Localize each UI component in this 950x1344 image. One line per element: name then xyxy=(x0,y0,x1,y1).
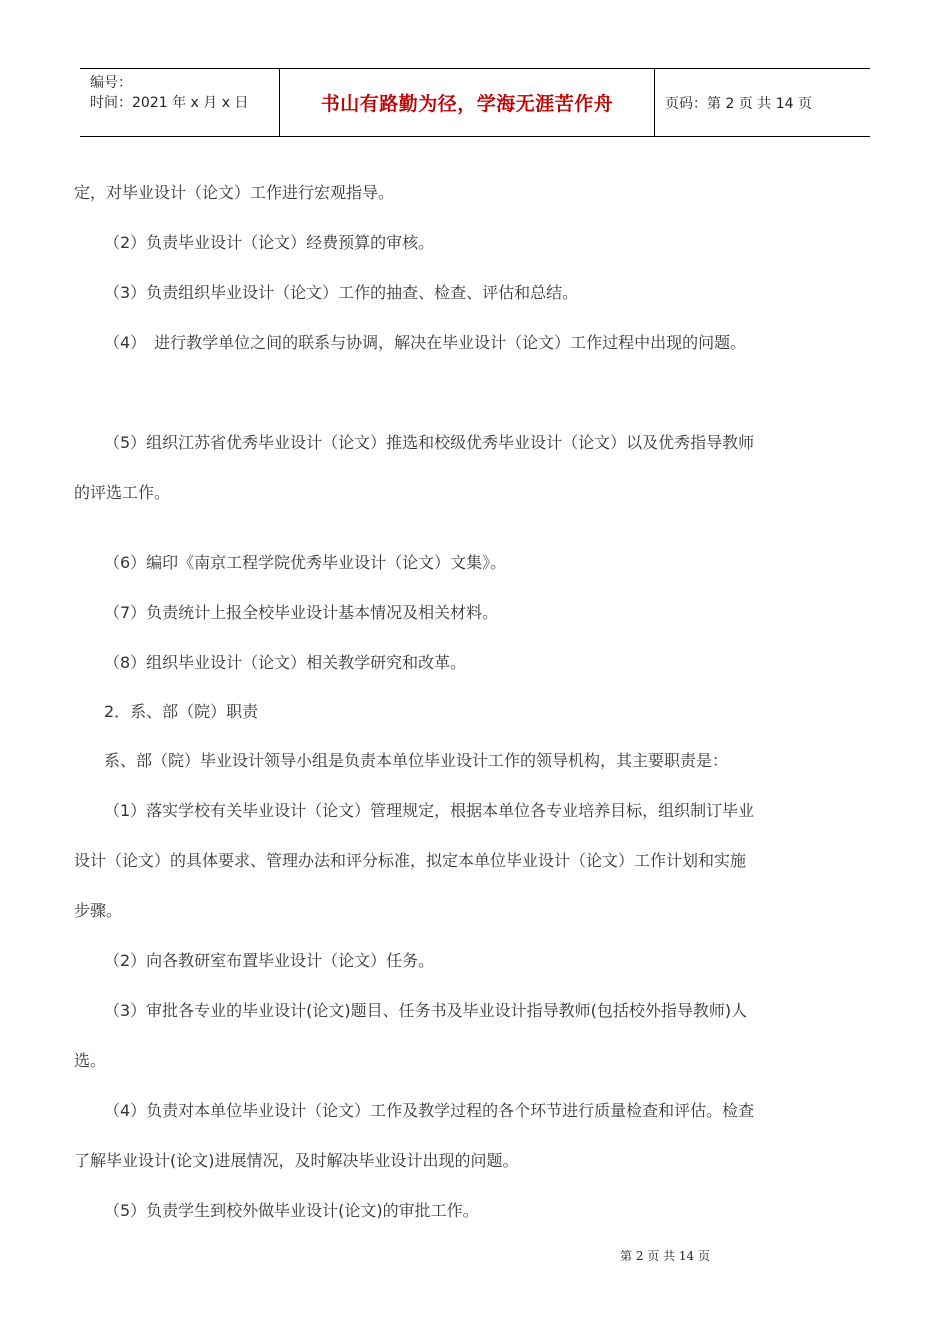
paragraph: （8）组织毕业设计（论文）相关教学研究和改革。 xyxy=(104,653,467,672)
paragraph: 选。 xyxy=(74,1051,107,1070)
paragraph: （3）审批各专业的毕业设计(论文)题目、任务书及毕业设计指导教师(包括校外指导教师)人 xyxy=(104,1001,748,1020)
date-label: 时间：2021 年 x 月 x 日 xyxy=(90,95,249,111)
header-meta xyxy=(80,69,280,136)
section-heading: 2．系、部（院）职责 xyxy=(104,702,259,721)
paragraph: （1）落实学校有关毕业设计（论文）管理规定，根据本单位各专业培养目标，组织制订毕业 xyxy=(104,801,755,820)
paragraph: （6）编印《南京工程学院优秀毕业设计（论文）文集》。 xyxy=(104,553,507,572)
paragraph: 了解毕业设计(论文)进展情况，及时解决毕业设计出现的问题。 xyxy=(74,1151,519,1170)
page-footer xyxy=(0,1247,950,1264)
paragraph: （5）负责学生到校外做毕业设计(论文)的审批工作。 xyxy=(104,1201,479,1220)
document-body xyxy=(74,168,879,1236)
footer-page-number: 第 2 页 共 14 页 xyxy=(620,1249,710,1263)
number-label: 编号： xyxy=(90,75,132,91)
paragraph: 系、部（院）毕业设计领导小组是负责本单位毕业设计工作的领导机构，其主要职责是： xyxy=(104,751,729,770)
header-page-info: 页码：第 2 页 共 14 页 xyxy=(665,95,812,112)
page-header xyxy=(80,68,870,137)
blank-line xyxy=(74,368,879,418)
paragraph: 的评选工作。 xyxy=(74,483,171,502)
paragraph: 定，对毕业设计（论文）工作进行宏观指导。 xyxy=(74,183,395,202)
blank-line xyxy=(74,518,879,538)
paragraph: （2）负责毕业设计（论文）经费预算的审核。 xyxy=(104,233,435,252)
paragraph: （7）负责统计上报全校毕业设计基本情况及相关材料。 xyxy=(104,603,499,622)
header-motto: 书山有路勤为径，学海无涯苦作舟 xyxy=(280,69,655,136)
paragraph: （4）负责对本单位毕业设计（论文）工作及教学过程的各个环节进行质量检查和评估。检查 xyxy=(104,1101,755,1120)
paragraph: 步骤。 xyxy=(74,901,123,920)
paragraph: （2）向各教研室布置毕业设计（论文）任务。 xyxy=(104,951,435,970)
paragraph: 设计（论文）的具体要求、管理办法和评分标准，拟定本单位毕业设计（论文）工作计划和实施 xyxy=(74,851,747,870)
paragraph: （5）组织江苏省优秀毕业设计（论文）推选和校级优秀毕业设计（论文）以及优秀指导教师 xyxy=(104,433,755,452)
paragraph: （3）负责组织毕业设计（论文）工作的抽查、检查、评估和总结。 xyxy=(104,283,579,302)
paragraph: （4） 进行教学单位之间的联系与协调，解决在毕业设计（论文）工作过程中出现的问题。 xyxy=(104,333,747,352)
